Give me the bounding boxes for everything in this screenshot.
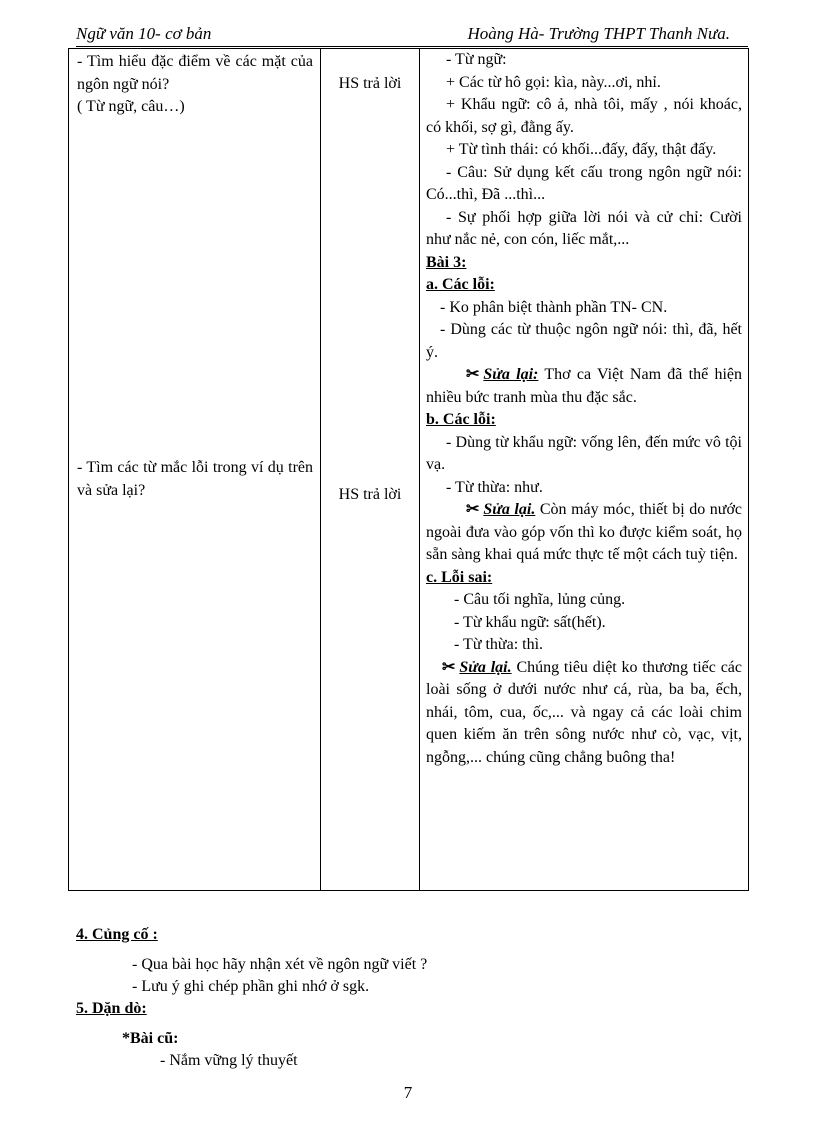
fix-c — [426, 657, 742, 770]
scissors-icon: ✂ — [466, 501, 480, 518]
exercise-title: Bài 3: — [426, 253, 467, 271]
section-4-item: - Lưu ý ghi chép phần ghi nhớ ở sgk. — [132, 978, 370, 995]
method-row2: HS trả lời — [338, 486, 402, 503]
answer-line: - Từ thừa: như. — [446, 478, 543, 496]
page-number: 7 — [403, 1083, 413, 1102]
answer-line: + Các từ hô gọi: kìa, này...ơi, nhỉ. — [446, 73, 661, 91]
fix-text: Còn máy móc, thiết bị do nước ngoài đưa vào góp vốn thì ko được kiểm soát, họ sẵn sàng khai quá mức thực tế một cách tuỳ tiện. — [426, 501, 743, 563]
header-right: Hoàng Hà- Trường THPT Thanh Nưa. — [467, 24, 730, 43]
scissors-icon: ✂ — [442, 658, 456, 676]
answer-line: + Khẩu ngữ: cô ả, nhà tôi, mấy , nói khoác, có khối, sợ gì, đằng ấy. — [426, 96, 742, 136]
column-divider — [320, 49, 321, 890]
scissors-icon: ✂ — [466, 366, 480, 383]
question-text: - Tìm hiểu đặc điểm về các mặt của ngôn ngữ nói? — [77, 53, 313, 93]
section-4-item: - Qua bài học hãy nhận xét về ngôn ngữ viết ? — [132, 956, 428, 973]
fix-a — [426, 364, 742, 409]
fix-label: Sửa lại. — [483, 501, 536, 518]
answer-line: - Câu: Sử dụng kết cấu trong ngôn ngữ nói: Có...thì, Đã ...thì... — [426, 163, 742, 203]
answer-line: - Dùng từ khẩu ngữ: vống lên, đến mức vô tội vạ. — [426, 433, 742, 473]
answer-line: - Từ khẩu ngữ: sất(hết). — [454, 613, 606, 631]
lesson-table — [68, 48, 749, 891]
section-5-item: - Nắm vững lý thuyết — [160, 1052, 298, 1069]
method-row1: HS trả lời — [338, 75, 402, 92]
fix-b — [426, 499, 742, 567]
fix-label: Sửa lại. — [459, 658, 512, 676]
answer-line: + Từ tình thái: có khối...đấy, đấy, thật đấy. — [446, 141, 717, 158]
answer-line: - Từ thừa: thì. — [454, 636, 544, 653]
section-5-title: 5. Dặn dò: — [76, 1000, 147, 1017]
page-header — [76, 24, 748, 47]
answer-line: - Câu tối nghĩa, lủng củng. — [454, 591, 626, 608]
answer-content — [426, 49, 742, 769]
error-heading-c: c. Lỗi sai: — [426, 568, 493, 586]
section-5-sub: *Bài cũ: — [122, 1030, 179, 1047]
header-left: Ngữ văn 10- cơ bản — [76, 24, 212, 43]
question-note: ( Từ ngữ, câu…) — [77, 98, 185, 115]
fix-label: Sửa lại: — [483, 366, 539, 383]
column-divider — [419, 49, 420, 890]
section-4-title: 4. Củng cố : — [76, 926, 158, 943]
error-heading-a: a. Các lỗi: — [426, 276, 495, 293]
answer-line: - Dùng các từ thuộc ngôn ngữ nói: thì, đã, hết ý. — [426, 321, 742, 361]
question-row1 — [77, 51, 313, 119]
answer-line: - Sự phối hợp giữa lời nói và cử chỉ: Cười như nắc nẻ, con cón, liếc mắt,... — [426, 208, 742, 248]
fix-text: Chúng tiêu diệt ko thương tiếc các loài sống ở dưới nước như cá, rùa, ba ba, ếch, nhái, tôm, cua, ốc,... và ngay cả các loài chim quen kiếm ăn trên sông nước như cò, vạc, vịt, ngỗng,... chúng cũng chẳng buông tha! — [426, 658, 743, 766]
answer-line: - Từ ngữ: — [446, 51, 507, 68]
fix-text: Thơ ca Việt Nam đã thể hiện nhiều bức tranh mùa thu đặc sắc. — [426, 366, 743, 406]
error-heading-b: b. Các lỗi: — [426, 411, 496, 428]
answer-line: - Ko phân biệt thành phần TN- CN. — [440, 298, 668, 316]
question-row2: - Tìm các từ mắc lỗi trong ví dụ trên và sửa lại? — [77, 459, 313, 499]
